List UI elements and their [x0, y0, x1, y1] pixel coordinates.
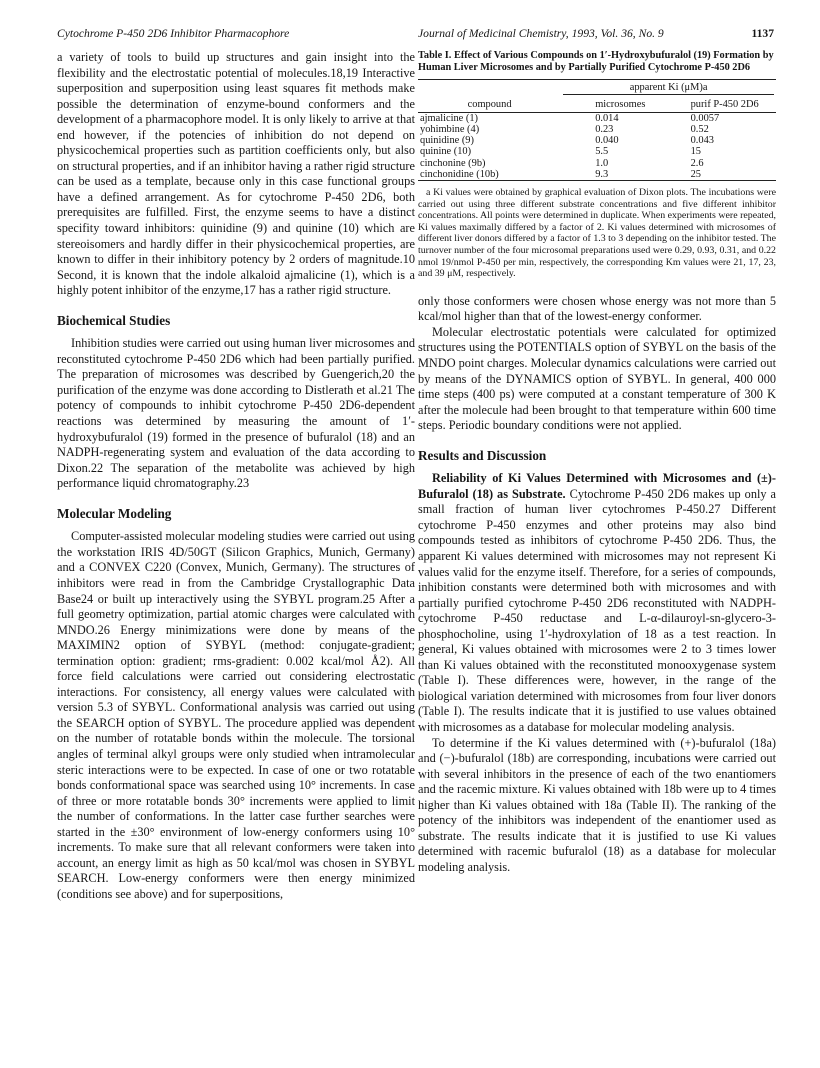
table-cell: 9.3 [595, 168, 609, 180]
electrostatics-paragraph: Molecular electrostatic potentials were calculated for optimized structures using the POTENTIALS option of SYBYL on the basis of the MNDO point charges. Molecular dynamics calculations were carried out by means of the DYNAMICS option of SYBYL. In general, 400 000 time steps (400 ps) were computed at a constant temperature of 300 K after the molecule had been brought to that temperature within 600 time steps. Periodic boundary conditions were not applied. [418, 324, 776, 433]
table-row [418, 112, 776, 124]
table-footnote: a Ki values were obtained by graphical evaluation of Dixon plots. The incubations were carried out using three different substrate concentrations and five different inhibitor concentrations. All points were determined in duplicate. When experiments were repeated, Ki values maximally differed by a factor of 2. Ki values determined with microsomes of different liver donors differed by a factor of 1.3 to 3 depending on the inhibitor tested. The turnover number of the four microsomal preparations used were 0.29, 0.93, 0.31, and 0.22 nmol 19/nmol P-450 per min, respectively, the corresponding Km values were 21, 17, 23, and 39 μM, respectively. [418, 187, 776, 280]
intro-paragraph: a variety of tools to build up structures and gain insight into the flexibility and the electrostatic potential of molecules.18,19 Interactive superposition and superposition using least squares fit methods make possible the determination of enzyme-bound conformers and the development of a pharmacophore model. It is only likely to arrive at that end however, if the potencies of inhibition do not depend on physicochemical properties such as partition coefficients only, but also on structural properties, and if an inhibitor having a rather rigid structure can be used as a template, because only in this case functional groups have a defined arrangement. As for cytochrome P-450 2D6, both prerequisites are fulfilled. First, the enzyme seems to have a distinct specifity toward inhibitors: quinidine (9) and quinine (10) which are stereoisomers and hardly differ in their physicochemical properties, are known to differ in their inhibitory potency by 2 orders of magnitude.10 Second, it is known that the indole alkaloid ajmalicine (1), which is a highly potent inhibitor of the enzyme,17 has a rather rigid structure. [57, 50, 415, 298]
table-cell: 1.0 [595, 157, 609, 169]
table-row [418, 169, 776, 181]
table-cell: 0.52 [690, 124, 709, 136]
table-cell: cinchonidine (10b) [420, 168, 499, 180]
section-heading-results: Results and Discussion [418, 447, 547, 463]
table-row [418, 158, 776, 169]
column-header: microsomes [595, 98, 646, 110]
table-cell: 0.043 [690, 135, 714, 147]
table-group-header: apparent Ki (μM)a [561, 80, 776, 97]
table-cell: yohimbine (4) [420, 124, 480, 136]
table-row [418, 124, 776, 135]
running-head-title: Cytochrome P-450 2D6 Inhibitor Pharmacophore [57, 27, 290, 40]
reliability-paragraph [418, 471, 776, 735]
column-header: compound [467, 98, 512, 110]
conformer-paragraph: only those conformers were chosen whose energy was not more than 5 kcal/mol higher than that of the lowest-energy conformer. [418, 293, 776, 324]
run-in-heading: Reliability of Ki Values Determined with Microsomes and (±)-Bufuralol (18) as Substrate. [418, 471, 776, 501]
table-cell: 2.6 [690, 157, 704, 169]
table-cell: 25 [690, 168, 701, 180]
left-column [57, 50, 415, 902]
enantiomer-paragraph: To determine if the Ki values determined with (+)-bufuralol (18a) and (−)-bufuralol (18b) are corresponding, incubations were carried out with several inhibitors in the presence of each of the two enantiomers and the racemic mixture. Ki values obtained with 18b were up to 4 times higher than Ki values obtained with 18a (Table II). The ranking of the potency of the inhibitors was independent of the enantiomer used as substrate. The results indicate that it is justified to use Ki values determined with racemic bufuralol (18) as a database for molecular modeling analysis. [418, 735, 776, 874]
biochemical-paragraph: Inhibition studies were carried out using human liver microsomes and reconstituted cytochrome P-450 2D6 which had been partially purified. The preparation of microsomes was described by Guengerich,20 the purification of the enzyme was done according to Distlerath et al.21 The potency of compounds to inhibit cytochrome P-450 2D6-dependent reactions was determined by measuring the amount of 1′-hydroxybufuralol (19) formed in the presence of bufuralol (18) and an NADPH-regenerating system and evaluation of the data according to Dixon.22 The separation of the metabolite was achieved by high performance liquid chromatography.23 [57, 336, 415, 491]
modeling-paragraph: Computer-assisted molecular modeling studies were carried out using the workstation IRIS 4D/50GT (Silicon Graphics, Munich, Germany) and a CONVEX C220 (Convex, Munich, Germany). The structures of inhibitors were read in from the Cambridge Crystallographic Data Base24 or built up interactively using the SYBYL program.25 After a full geometry optimization, partial atomic charges were calculated with MNDO.26 Energy minimizations were done by means of the MAXIMIN2 option of SYBYL (method: conjugate-gradient; termination option: gradient; rms-gradient: 0.002 kcal/mol Å2). All force field calculations were carried out considering electrostatic interactions. For consistency, all energy values were calculated with version 5.3 of SYBYL. Conformational analysis was carried out using the SEARCH option of SYBYL. The procedure applied was dependent on the number of rotatable bonds within the molecule. The torsional angles of terminal alkyl groups were only studied when intramolecular steric interactions were to be expected. In case of one or two rotatable bonds conformational space was searched using 10° increments. In case of three or more rotatable bonds 30° increments were applied to limit the number of conformations. In the latter case further searches were started in the ±30° environment of low-energy conformers using 10° increments. To make sure that all relevant conformers were taken into account, an energy limit as high as 50 kcal/mol was chosen in SYBYL SEARCH. Low-energy conformers were then energy minimized (conditions see above) and for superpositions, [57, 529, 415, 901]
table-row [418, 146, 776, 157]
section-heading-biochemical: Biochemical Studies [57, 312, 171, 328]
table-caption: Table I. Effect of Various Compounds on 1′-Hydroxybufuralol (19) Formation by Human Liver Microsomes and by Partially Purified Cytochrome P-450 2D6 [418, 50, 774, 74]
section-heading-modeling: Molecular Modeling [57, 505, 172, 521]
table-cell: 5.5 [595, 146, 609, 158]
ki-table [418, 79, 776, 181]
table-cell: ajmalicine (1) [420, 112, 478, 124]
table-cell: 0.014 [595, 112, 619, 124]
table-cell: 0.0057 [690, 112, 720, 124]
right-column [418, 50, 776, 875]
table-cell: quinine (10) [420, 146, 472, 158]
table-cell: cinchonine (9b) [420, 157, 486, 169]
column-header: purif P-450 2D6 [690, 98, 759, 110]
table-row [418, 135, 776, 146]
table-cell: quinidine (9) [420, 135, 474, 147]
reliability-text: Cytochrome P-450 2D6 makes up only a small fraction of human liver cytochromes P-450.27 Different cytochrome P-450 enzymes and other proteins may also bind compounds tested as inhibitors of cytochrome P-450 2D6. Thus, the apparent Ki values determined with microsomes may not represent Ki values valid for the enzyme itself. Therefore, for a series of compounds, inhibition constants were determined both with microsomes and with partially purified cytochrome P-450 2D6 reconstituted with NADPH-cytochrome P-450 reductase and L-α-dilauroyl-sn-glycero-3-phosphocholine, using 1′-hydroxylation of 18 as a test reaction. In general, Ki values obtained with microsomes were 2 to 3 times lower than Ki values obtained with the reconstituted monooxygenase system (Table I). These differences were, however, in the range of the biological variation determined with microsomes from four liver donors (Table I). The results indicate that it is justified to use values obtained with microsomes as a database for molecular modeling analysis. [418, 486, 776, 734]
table-cell: 0.040 [595, 135, 619, 147]
page-number: 1137 [751, 27, 774, 40]
running-head-journal [418, 27, 774, 40]
table-cell: 15 [690, 146, 701, 158]
table-cell: 0.23 [595, 124, 614, 136]
journal-citation: Journal of Medicinal Chemistry, 1993, Vol. 36, No. 9 [418, 27, 664, 40]
